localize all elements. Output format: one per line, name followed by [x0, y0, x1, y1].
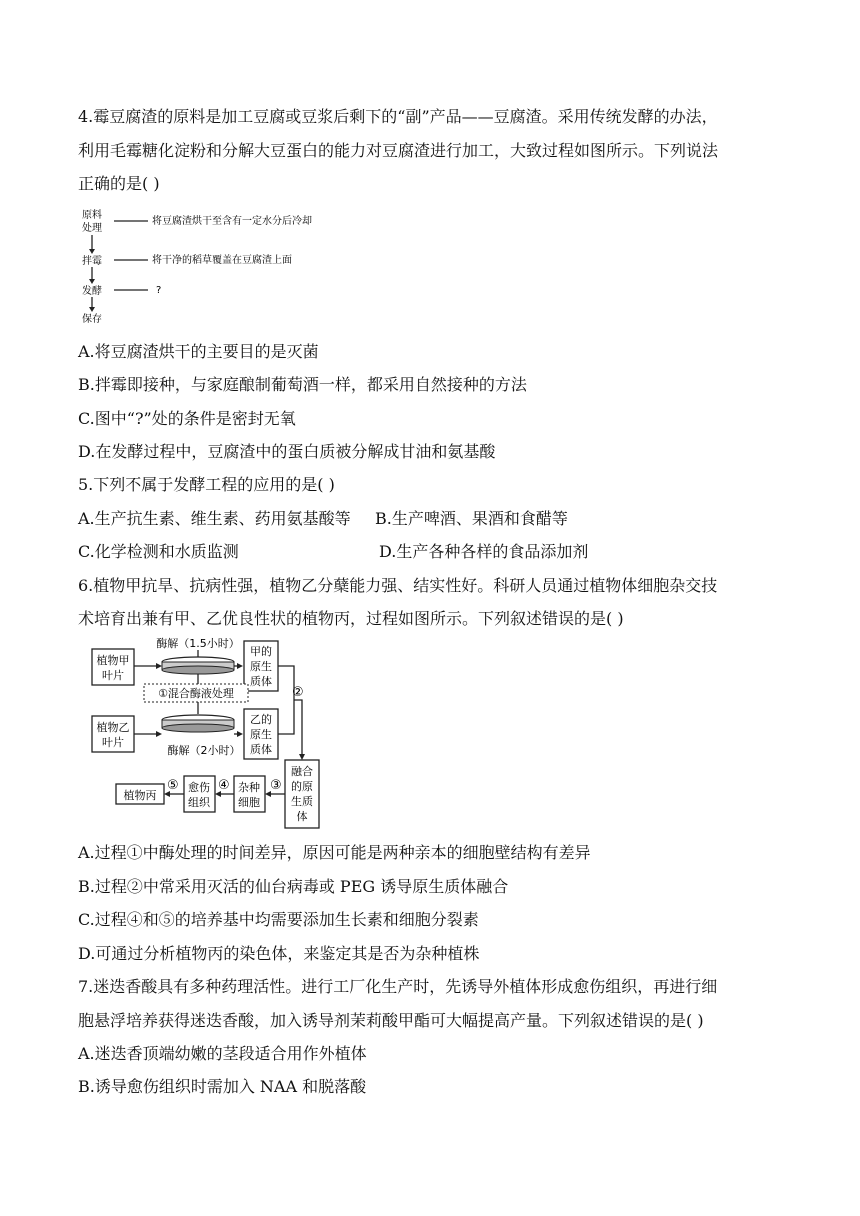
q4-option-c: C.图中“?”处的条件是密封无氧: [78, 409, 296, 428]
hybrid-2: 细胞: [238, 796, 260, 809]
q4-step-ferment: 发酵: [82, 286, 102, 297]
q5-stem: 5.下列不属于发酵工程的应用的是( ): [78, 475, 335, 494]
q4-process-figure: [78, 204, 378, 328]
protoplast-a-2: 原生: [250, 660, 272, 673]
hybrid-1: 杂种: [238, 781, 260, 794]
q5-option-c: C.化学检测和水质监测: [78, 542, 239, 561]
q7-stem-line-1: 7.迷迭香酸具有多种药理活性。进行工厂化生产时，先诱导外植体形成愈伤组织，再进行细: [78, 977, 718, 996]
merge-bracket: [278, 666, 294, 734]
q6-option-c: C.过程④和⑤的培养基中均需要添加生长素和细胞分裂素: [78, 910, 479, 929]
q4-step-process: 处理: [82, 223, 102, 234]
leaf-a-label-2: 叶片: [102, 669, 124, 682]
q7-stem-line-2: 胞悬浮培养获得迷迭香酸，加入诱导剂茉莉酸甲酯可大幅提高产量。下列叙述错误的是( ): [78, 1011, 704, 1030]
step-3-label: ③: [270, 778, 282, 793]
arrowhead: [237, 731, 243, 737]
q6-stem-line-1: 6.植物甲抗旱、抗病性强，植物乙分蘖能力强、结实性好。科研人员通过植物体细胞杂交技: [78, 576, 718, 595]
q6-option-a: A.过程①中酶处理的时间差异，原因可能是两种亲本的细胞壁结构有差异: [78, 843, 591, 862]
q4-stem-line-3: 正确的是( ): [78, 174, 160, 193]
q4-step-raw: 原料: [82, 210, 102, 221]
step-5-label: ⑤: [167, 778, 179, 793]
callus-1: 愈伤: [188, 781, 210, 794]
plant-c-label: 植物丙: [123, 789, 157, 802]
q6-stem-line-2: 术培育出兼有甲、乙优良性状的植物丙，过程如图所示。下列叙述错误的是( ): [78, 609, 624, 628]
fused-4: 体: [296, 810, 308, 823]
arrowhead: [156, 731, 162, 737]
mix-enzyme-label: ①混合酶液处理: [158, 687, 234, 700]
fused-1: 融合: [291, 765, 313, 778]
q4-note-1: 将豆腐渣烘干至含有一定水分后冷却: [152, 216, 312, 227]
protoplast-a-1: 甲的: [250, 645, 272, 658]
fused-2: 的原: [291, 780, 313, 793]
arrowhead: [89, 279, 95, 284]
petri-dish-a-base: [162, 666, 234, 674]
arrow-to-fused: [294, 700, 302, 756]
arrowhead: [237, 663, 243, 669]
arrowhead: [299, 754, 305, 760]
q4-step-mix: 拌霉: [82, 256, 102, 267]
q4-option-d: D.在发酵过程中，豆腐渣中的蛋白质被分解成甘油和氨基酸: [78, 442, 496, 461]
q7-option-b: B.诱导愈伤组织时需加入 NAA 和脱落酸: [78, 1077, 367, 1096]
enzyme-b-label: 酶解（2小时）: [167, 744, 241, 757]
q4-option-b: B.拌霉即接种，与家庭酿制葡萄酒一样，都采用自然接种的方法: [78, 375, 527, 394]
callus-2: 组织: [188, 796, 210, 809]
q4-stem-line-2: 利用毛霉糖化淀粉和分解大豆蛋白的能力对豆腐渣进行加工，大致过程如图所示。下列说法: [78, 141, 719, 160]
q4-option-a: A.将豆腐渣烘干的主要目的是灭菌: [78, 342, 319, 361]
leaf-b-label-2: 叶片: [102, 736, 124, 749]
q7-option-a: A.迷迭香顶端幼嫩的茎段适合用作外植体: [78, 1044, 367, 1063]
q6-option-b: B.过程②中常采用灭活的仙台病毒或 PEG 诱导原生质体融合: [78, 877, 509, 896]
protoplast-b-3: 质体: [250, 743, 272, 756]
q4-note-2: 将干净的稻草覆盖在豆腐渣上面: [152, 255, 292, 266]
leaf-a-label-1: 植物甲: [96, 654, 130, 667]
q5-option-d: D.生产各种各样的食品添加剂: [379, 542, 589, 561]
q6-option-d: D.可通过分析植物丙的染色体，来鉴定其是否为杂种植株: [78, 944, 480, 963]
q6-fusion-figure: [88, 636, 338, 834]
protoplast-b-1: 乙的: [250, 713, 272, 726]
q4-step-store: 保存: [82, 314, 102, 325]
arrowhead: [89, 307, 95, 312]
step-2-label: ②: [292, 685, 304, 700]
petri-dish-b-base: [162, 724, 234, 732]
arrowhead: [89, 249, 95, 254]
q5-option-a: A.生产抗生素、维生素、药用氨基酸等: [78, 509, 351, 528]
protoplast-b-2: 原生: [250, 728, 272, 741]
q4-stem-line-1: 4.霉豆腐渣的原料是加工豆腐或豆浆后剩下的“副”产品——豆腐渣。采用传统发酵的办法，: [78, 107, 718, 126]
q5-option-b: B.生产啤酒、果酒和食醋等: [375, 509, 568, 528]
enzyme-a-label: 酶解（1.5小时）: [156, 637, 240, 650]
step-4-label: ④: [218, 778, 230, 793]
arrowhead: [156, 663, 162, 669]
fused-3: 生质: [291, 795, 313, 808]
protoplast-a-3: 质体: [250, 675, 272, 688]
leaf-b-label-1: 植物乙: [96, 721, 130, 734]
q4-note-3: ?: [156, 285, 162, 296]
